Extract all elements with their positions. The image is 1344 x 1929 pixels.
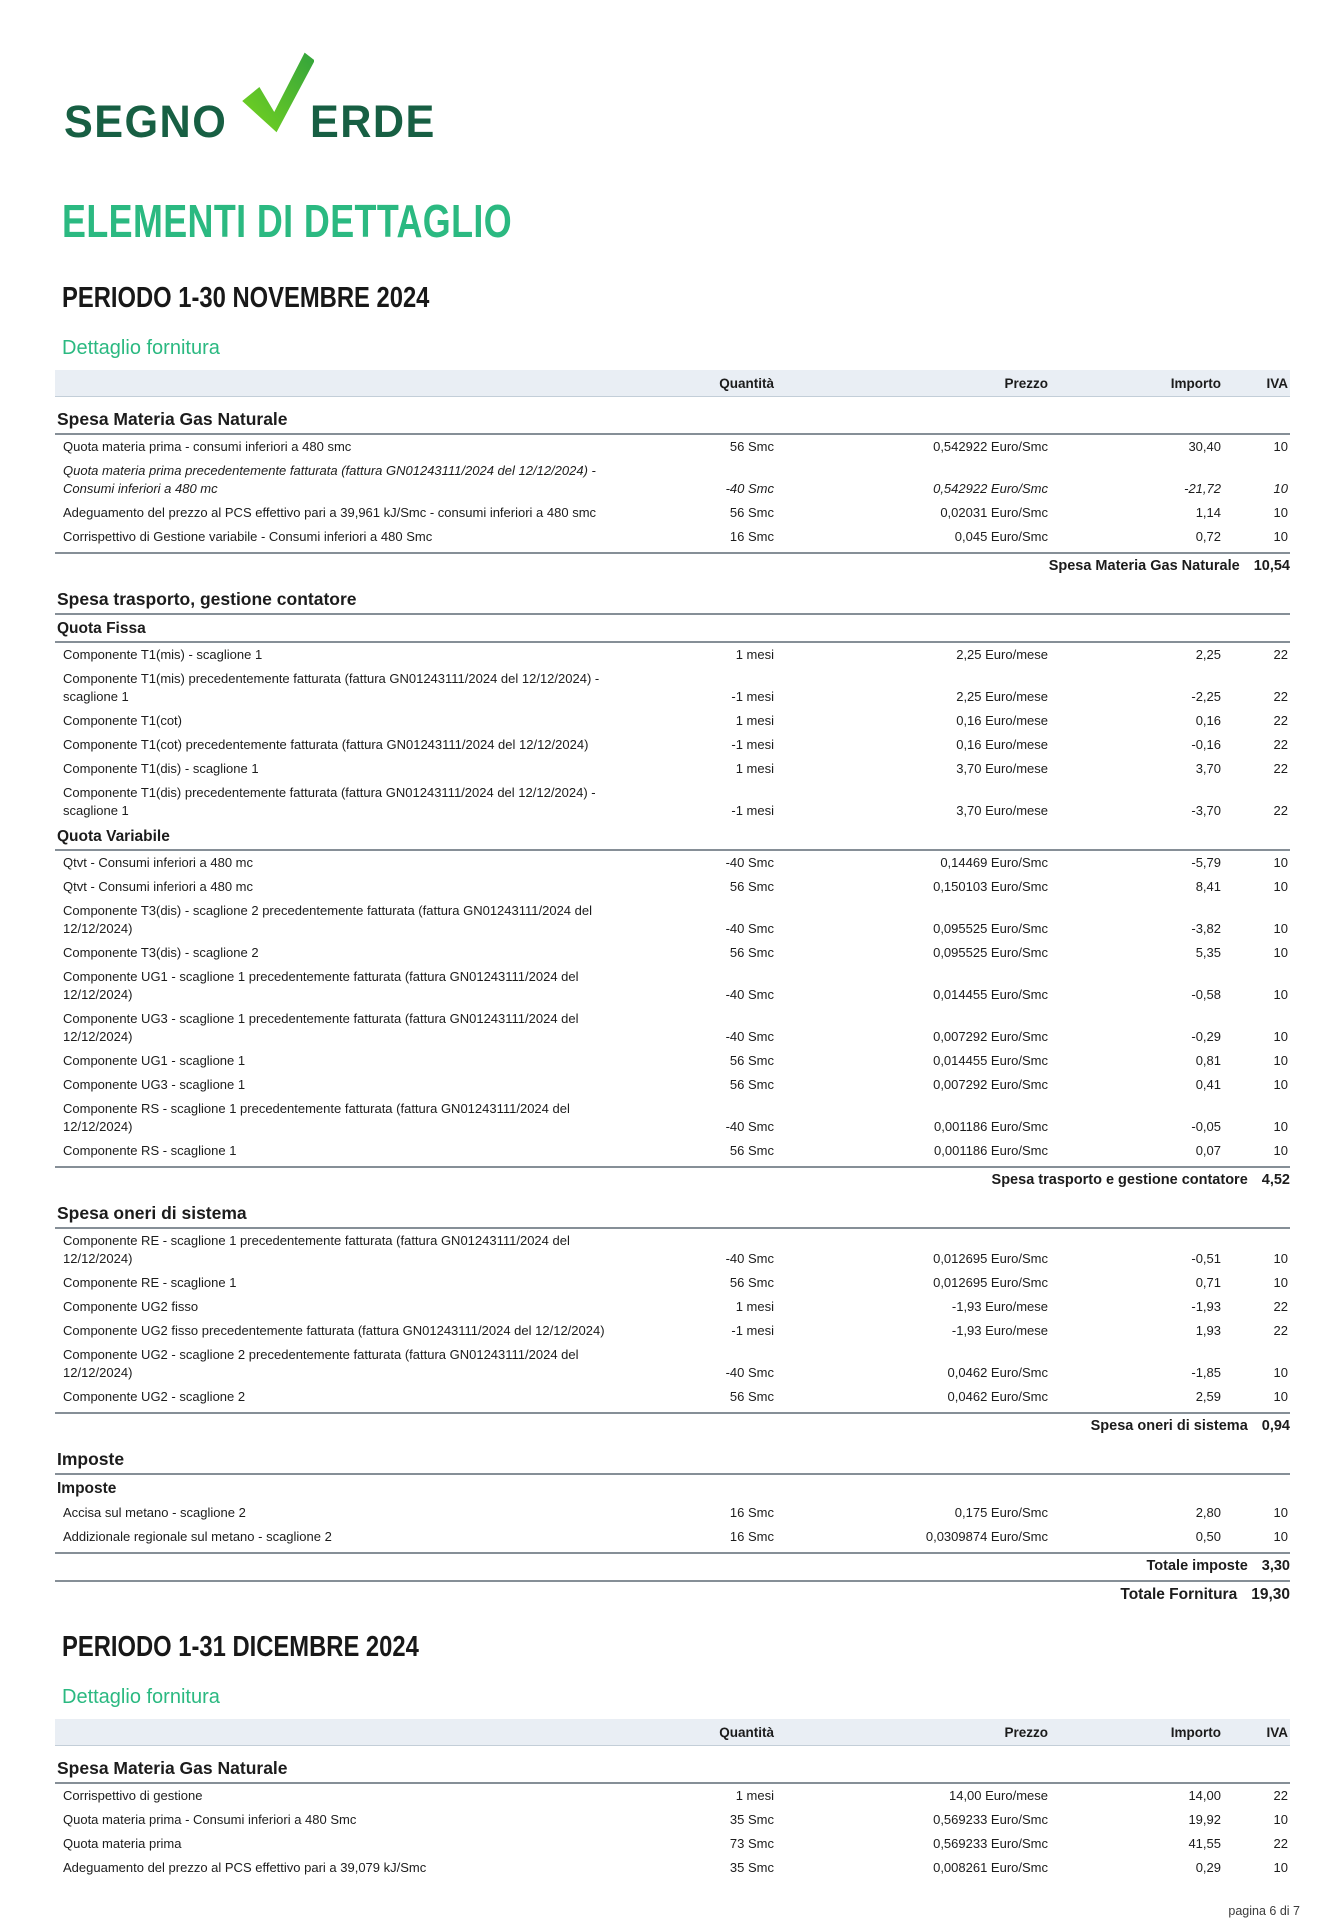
table-row [55,1097,1290,1139]
row-amount: 19,92 [1188,1812,1221,1827]
row-quantity: -40 Smc [725,921,774,936]
section-header: Spesa Materia Gas Naturale [55,1751,1290,1784]
row-iva: 22 [1273,1836,1288,1851]
total-row [55,1412,1290,1437]
row-price: -1,93 Euro/mese [951,1299,1048,1314]
row-iva: 10 [1273,855,1288,870]
table-row [55,1525,1290,1549]
row-price: 0,001186 Euro/Smc [934,1119,1048,1134]
row-amount: 0,50 [1195,1529,1221,1544]
row-description: Componente T1(mis) - scaglione 1 [63,647,263,662]
table-row [55,965,1290,1007]
column-header-quantita: Quantità [719,376,774,391]
table-row [55,1832,1290,1856]
row-iva: 10 [1273,1529,1288,1544]
row-amount: 0,29 [1195,1860,1221,1875]
row-description: Componente UG2 fisso precedentemente fatturata (fattura GN01243111/2024 del 12/12/2024) [63,1323,605,1338]
total-value: 3,30 [1261,1558,1290,1574]
checkmark-icon [236,46,314,142]
table-row [55,1501,1290,1525]
row-price: -1,93 Euro/mese [951,1323,1048,1338]
row-amount: 8,41 [1195,879,1221,894]
total-label: Totale imposte [1146,1558,1248,1574]
row-iva: 22 [1273,647,1288,662]
table-header-row [55,1719,1290,1746]
row-amount: 0,07 [1195,1143,1221,1158]
period-section [0,1607,1344,1880]
total-value: 19,30 [1251,1586,1290,1603]
column-header-prezzo: Prezzo [1004,1725,1048,1740]
row-iva: 22 [1273,737,1288,752]
row-quantity: 56 Smc [729,1389,774,1404]
row-iva: 10 [1273,481,1288,496]
row-amount: -5,79 [1191,855,1221,870]
row-price: 2,25 Euro/mese [956,647,1048,662]
row-amount: 14,00 [1188,1788,1221,1803]
row-iva: 10 [1273,1029,1288,1044]
table-row [55,1139,1290,1163]
table-row [55,501,1290,525]
row-description: Componente T1(cot) [63,713,182,728]
period-subtitle: Dettaglio fornitura [62,337,220,359]
row-price: 0,008261 Euro/Smc [933,1860,1048,1875]
row-price: 0,0462 Euro/Smc [947,1389,1048,1404]
row-quantity: -40 Smc [725,481,774,496]
row-iva: 10 [1273,987,1288,1002]
row-description: Componente UG2 fisso [63,1299,199,1314]
row-description: Componente RE - scaglione 1 [63,1275,237,1290]
total-label: Spesa oneri di sistema [1090,1418,1248,1434]
total-row [55,552,1290,577]
total-value: 10,54 [1253,558,1290,574]
total-value: 0,94 [1261,1418,1290,1434]
row-description: Quota materia prima - consumi inferiori a 480 smc [63,439,352,454]
row-description: Quota materia prima - Consumi inferiori a 480 Smc [63,1812,357,1827]
row-price: 0,001186 Euro/Smc [934,1143,1048,1158]
table-row [55,941,1290,965]
subsection-header: Quota Variabile [55,823,1290,851]
row-amount: -2,25 [1191,689,1221,704]
row-iva: 22 [1273,1323,1288,1338]
table-row [55,435,1290,459]
table-row [55,709,1290,733]
section-header: Spesa Materia Gas Naturale [55,402,1290,435]
row-amount: -3,82 [1191,921,1221,936]
row-amount: -1,85 [1191,1365,1221,1380]
row-amount: -21,72 [1184,481,1221,496]
row-quantity: 1 mesi [735,713,774,728]
row-price: 0,007292 Euro/Smc [933,1029,1048,1044]
table-row [55,1319,1290,1343]
row-description: Componente UG1 - scaglione 1 [63,1053,246,1068]
row-iva: 10 [1273,1251,1288,1266]
table-row [55,1271,1290,1295]
row-price: 0,569233 Euro/Smc [933,1836,1048,1851]
detail-table [55,1719,1290,1880]
row-quantity: 1 mesi [735,1788,774,1803]
row-price: 3,70 Euro/mese [956,761,1048,776]
row-description: Componente RE - scaglione 1 precedentemente fatturata (fattura GN01243111/2024 del 12/12/2024) [63,1233,570,1266]
row-price: 0,542922 Euro/Smc [933,439,1048,454]
total-row [55,1166,1290,1191]
row-price: 0,14469 Euro/Smc [940,855,1048,870]
row-description: Componente T1(dis) precedentemente fatturata (fattura GN01243111/2024 del 12/12/2024) - scaglione 1 [63,785,596,818]
row-price: 0,16 Euro/mese [956,737,1048,752]
table-row [55,1808,1290,1832]
row-amount: 0,16 [1195,713,1221,728]
row-quantity: 1 mesi [735,1299,774,1314]
page-title: ELEMENTI DI DETTAGLIO [62,195,513,247]
row-quantity: -1 mesi [731,1323,774,1338]
row-amount: -0,16 [1191,737,1221,752]
table-row [55,733,1290,757]
row-price: 0,0309874 Euro/Smc [925,1529,1048,1544]
column-header-quantita: Quantità [719,1725,774,1740]
row-description: Componente RS - scaglione 1 precedentemente fatturata (fattura GN01243111/2024 del 12/12/2024) [63,1101,570,1134]
row-amount: 2,59 [1195,1389,1221,1404]
row-quantity: 35 Smc [729,1860,774,1875]
row-iva: 10 [1273,1365,1288,1380]
row-description: Corrispettivo di gestione [63,1788,203,1803]
total-label: Totale Fornitura [1120,1586,1238,1603]
row-amount: 5,35 [1195,945,1221,960]
row-description: Componente UG1 - scaglione 1 precedentemente fatturata (fattura GN01243111/2024 del 12/12/2024) [63,969,579,1002]
row-iva: 22 [1273,1788,1288,1803]
row-iva: 10 [1273,1143,1288,1158]
column-header-importo: Importo [1170,1725,1221,1740]
table-row [55,757,1290,781]
column-header-iva: IVA [1266,376,1288,391]
row-price: 0,095525 Euro/Smc [933,921,1048,936]
row-quantity: 56 Smc [729,505,774,520]
table-row [55,1784,1290,1808]
table-row [55,1229,1290,1271]
row-iva: 10 [1273,529,1288,544]
table-header-spacer [63,1725,634,1740]
row-iva: 22 [1273,713,1288,728]
row-price: 3,70 Euro/mese [956,803,1048,818]
table-row [55,525,1290,549]
row-amount: -1,93 [1191,1299,1221,1314]
total-row [55,1580,1290,1607]
row-description: Componente T1(dis) - scaglione 1 [63,761,259,776]
row-price: 14,00 Euro/mese [948,1788,1048,1803]
row-description: Qtvt - Consumi inferiori a 480 mc [63,879,254,894]
row-iva: 10 [1273,945,1288,960]
row-description: Componente T1(mis) precedentemente fatturata (fattura GN01243111/2024 del 12/12/2024) - scaglione 1 [63,671,600,704]
row-description: Quota materia prima precedentemente fatturata (fattura GN01243111/2024 del 12/12/2024) - Consumi inferiori a 480 mc [63,463,596,496]
row-iva: 10 [1273,1389,1288,1404]
row-iva: 22 [1273,803,1288,818]
row-price: 0,012695 Euro/Smc [933,1275,1048,1290]
row-price: 0,095525 Euro/Smc [933,945,1048,960]
row-price: 0,175 Euro/Smc [954,1505,1048,1520]
period-title: PERIODO 1-30 NOVEMBRE 2024 [62,282,430,314]
row-price: 0,569233 Euro/Smc [933,1812,1048,1827]
column-header-importo: Importo [1170,376,1221,391]
table-row [55,459,1290,501]
total-row [55,1552,1290,1577]
row-quantity: 16 Smc [729,529,774,544]
row-price: 0,542922 Euro/Smc [933,481,1048,496]
total-value: 4,52 [1261,1172,1290,1188]
row-quantity: 56 Smc [729,1275,774,1290]
period-subtitle: Dettaglio fornitura [62,1686,220,1708]
row-description: Componente RS - scaglione 1 [63,1143,237,1158]
row-quantity: -40 Smc [725,1029,774,1044]
row-amount: 2,25 [1195,647,1221,662]
row-iva: 10 [1273,1077,1288,1092]
table-row [55,643,1290,667]
row-iva: 22 [1273,761,1288,776]
row-amount: 30,40 [1188,439,1221,454]
row-iva: 10 [1273,505,1288,520]
row-amount: 0,72 [1195,529,1221,544]
row-amount: -0,58 [1191,987,1221,1002]
row-quantity: 73 Smc [729,1836,774,1851]
row-quantity: 56 Smc [729,1053,774,1068]
row-description: Componente UG3 - scaglione 1 precedentemente fatturata (fattura GN01243111/2024 del 12/12/2024) [63,1011,579,1044]
row-price: 0,0462 Euro/Smc [947,1365,1048,1380]
table-row [55,899,1290,941]
row-amount: -0,51 [1191,1251,1221,1266]
row-iva: 10 [1273,1119,1288,1134]
row-price: 0,02031 Euro/Smc [940,505,1048,520]
total-label: Spesa trasporto e gestione contatore [991,1172,1248,1188]
row-amount: 1,93 [1195,1323,1221,1338]
table-header-spacer [63,376,634,391]
table-row [55,1049,1290,1073]
row-description: Componente T1(cot) precedentemente fatturata (fattura GN01243111/2024 del 12/12/2024) [63,737,589,752]
row-quantity: 35 Smc [729,1812,774,1827]
row-description: Quota materia prima [63,1836,182,1851]
row-iva: 10 [1273,1275,1288,1290]
table-row [55,667,1290,709]
table-row [55,1856,1290,1880]
logo-text-segno: SEGNO [64,95,228,147]
table-row [55,781,1290,823]
row-quantity: 16 Smc [729,1529,774,1544]
row-price: 0,16 Euro/mese [956,713,1048,728]
row-quantity: 56 Smc [729,1143,774,1158]
row-quantity: -40 Smc [725,1119,774,1134]
row-quantity: -1 mesi [731,737,774,752]
row-amount: -0,05 [1191,1119,1221,1134]
row-quantity: 56 Smc [729,945,774,960]
row-iva: 10 [1273,1053,1288,1068]
row-iva: 10 [1273,1505,1288,1520]
row-description: Componente T3(dis) - scaglione 2 precedentemente fatturata (fattura GN01243111/2024 del 12/12/2024) [63,903,592,936]
row-price: 0,150103 Euro/Smc [933,879,1048,894]
row-description: Qtvt - Consumi inferiori a 480 mc [63,855,254,870]
row-description: Addizionale regionale sul metano - scaglione 2 [63,1529,332,1544]
row-amount: 0,41 [1195,1077,1221,1092]
subsection-header: Quota Fissa [55,615,1290,643]
row-description: Componente T3(dis) - scaglione 2 [63,945,259,960]
row-quantity: 56 Smc [729,879,774,894]
period-section [0,248,1344,1607]
row-description: Accisa sul metano - scaglione 2 [63,1505,246,1520]
row-description: Componente UG2 - scaglione 2 [63,1389,246,1404]
row-description: Adeguamento del prezzo al PCS effettivo pari a 39,079 kJ/Smc [63,1860,427,1875]
row-iva: 22 [1273,689,1288,704]
table-row [55,851,1290,875]
segnoverde-logo [64,44,1344,147]
row-iva: 10 [1273,879,1288,894]
row-description: Componente UG2 - scaglione 2 precedentemente fatturata (fattura GN01243111/2024 del 12/12/2024) [63,1347,579,1380]
row-price: 0,007292 Euro/Smc [933,1077,1048,1092]
row-amount: -0,29 [1191,1029,1221,1044]
row-amount: -3,70 [1191,803,1221,818]
table-row [55,1343,1290,1385]
row-amount: 0,81 [1195,1053,1221,1068]
row-quantity: 56 Smc [729,1077,774,1092]
table-row [55,1073,1290,1097]
table-row [55,1007,1290,1049]
row-price: 0,045 Euro/Smc [954,529,1048,544]
row-iva: 10 [1273,1812,1288,1827]
section-header: Imposte [55,1442,1290,1475]
row-quantity: -40 Smc [725,1365,774,1380]
row-price: 0,014455 Euro/Smc [933,987,1048,1002]
column-header-iva: IVA [1266,1725,1288,1740]
row-amount: 3,70 [1195,761,1221,776]
page-number: pagina 6 di 7 [1228,1904,1300,1918]
row-amount: 2,80 [1195,1505,1221,1520]
row-price: 0,014455 Euro/Smc [933,1053,1048,1068]
row-quantity: -1 mesi [731,803,774,818]
total-label: Spesa Materia Gas Naturale [1048,558,1240,574]
section-header: Spesa trasporto, gestione contatore [55,582,1290,615]
row-amount: 1,14 [1195,505,1221,520]
row-amount: 0,71 [1195,1275,1221,1290]
subsection-header: Imposte [57,1480,117,1497]
row-quantity: -1 mesi [731,689,774,704]
logo-text-erde: ERDE [310,95,436,147]
row-description: Adeguamento del prezzo al PCS effettivo pari a 39,961 kJ/Smc - consumi inferiori a 480 smc [63,505,597,520]
section-header: Spesa oneri di sistema [55,1196,1290,1229]
table-row [55,1295,1290,1319]
row-amount: 41,55 [1188,1836,1221,1851]
row-description: Corrispettivo di Gestione variabile - Consumi inferiori a 480 Smc [63,529,433,544]
row-price: 2,25 Euro/mese [956,689,1048,704]
table-row [55,1385,1290,1409]
row-quantity: -40 Smc [725,987,774,1002]
column-header-prezzo: Prezzo [1004,376,1048,391]
row-price: 0,012695 Euro/Smc [933,1251,1048,1266]
row-iva: 10 [1273,921,1288,936]
row-iva: 10 [1273,1860,1288,1875]
row-iva: 10 [1273,439,1288,454]
row-quantity: 56 Smc [729,439,774,454]
row-quantity: 16 Smc [729,1505,774,1520]
row-iva: 22 [1273,1299,1288,1314]
row-description: Componente UG3 - scaglione 1 [63,1077,246,1092]
row-quantity: 1 mesi [735,761,774,776]
table-row [55,875,1290,899]
row-quantity: -40 Smc [725,1251,774,1266]
detail-table [55,370,1290,1607]
row-quantity: -40 Smc [725,855,774,870]
period-title: PERIODO 1-31 DICEMBRE 2024 [62,1631,419,1663]
table-header-row [55,370,1290,397]
row-quantity: 1 mesi [735,647,774,662]
